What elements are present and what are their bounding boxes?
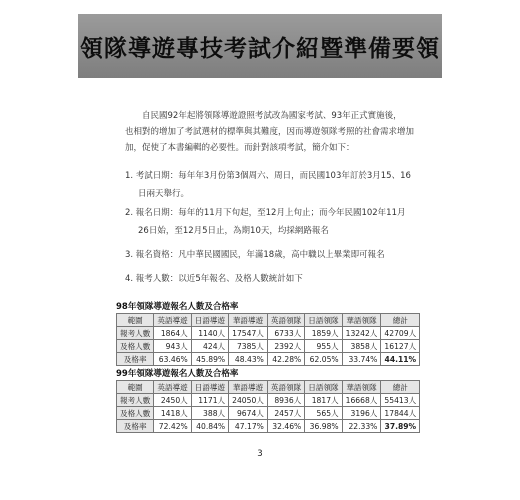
row-label: 及格率 [117, 420, 154, 433]
table-cell: 1418人 [154, 407, 191, 420]
table-cell: 55413人 [381, 394, 420, 407]
header-cell: 英語領隊 [267, 381, 304, 394]
table-cell: 48.43% [229, 353, 268, 366]
header-cell: 總計 [381, 381, 420, 394]
item-registration-date: 2. 報名日期：每年的11月下旬起，至12月上旬止；而今年民國102年11月 [125, 208, 406, 218]
header-cell: 日語導遊 [191, 314, 228, 327]
table-cell: 943人 [154, 340, 191, 353]
table-cell: 33.74% [342, 353, 381, 366]
header-cell: 華語導遊 [229, 381, 268, 394]
table-cell: 42.28% [267, 353, 304, 366]
table-cell: 1140人 [191, 327, 228, 340]
header-cell: 日語領隊 [305, 314, 342, 327]
header-cell: 英語導遊 [154, 381, 191, 394]
table-cell: 16127人 [381, 340, 420, 353]
table-title-99: 99年領隊導遊報名人數及合格率 [116, 369, 239, 379]
intro-line-1: 自民國92年起將領隊導遊證照考試改為國家考試、93年正式實施後， [142, 111, 402, 121]
header-cell: 華語領隊 [342, 381, 381, 394]
table-cell: 24050人 [229, 394, 268, 407]
table-cell: 32.46% [267, 420, 304, 433]
item-registration-date-cont: 26日始，至12月5日止，為期10天，均採網路報名 [138, 226, 329, 236]
table-cell: 1817人 [305, 394, 342, 407]
table-cell: 3858人 [342, 340, 381, 353]
page-number: 3 [257, 449, 263, 459]
table-header-row [117, 314, 420, 327]
table-cell: 17547人 [229, 327, 268, 340]
table-cell: 16668人 [342, 394, 381, 407]
table-cell: 40.84% [191, 420, 228, 433]
header-cell: 華語導遊 [229, 314, 268, 327]
header-cell: 範圍 [117, 381, 154, 394]
header-cell: 總計 [381, 314, 420, 327]
table-cell: 17844人 [381, 407, 420, 420]
intro-line-2: 也相對的增加了考試選材的標準與其難度，因而導遊領隊考照的社會需求增加 [125, 127, 415, 137]
table-cell: 45.89% [191, 353, 228, 366]
table-cell: 22.33% [342, 420, 381, 433]
table-cell: 2392人 [267, 340, 304, 353]
table-cell: 36.98% [305, 420, 342, 433]
row-label: 報考人數 [117, 327, 154, 340]
header-cell: 華語領隊 [342, 314, 381, 327]
table-cell: 7385人 [229, 340, 268, 353]
item-exam-date: 1. 考試日期：每年年3月份第3個周六、周日，而民國103年訂於3月15、16 [125, 171, 411, 181]
table-cell: 1171人 [191, 394, 228, 407]
table-title-98: 98年領隊導遊報名人數及合格率 [116, 302, 239, 312]
table-cell: 6733人 [267, 327, 304, 340]
header-cell: 英語領隊 [267, 314, 304, 327]
row-label: 及格率 [117, 353, 154, 366]
table-row [117, 420, 420, 433]
table-cell: 13242人 [342, 327, 381, 340]
header-cell: 英語導遊 [154, 314, 191, 327]
table-cell: 62.05% [305, 353, 342, 366]
intro-line-3: 加，促使了本書編輯的必要性。而針對該項考試，簡介如下： [125, 143, 355, 153]
table-cell: 9674人 [229, 407, 268, 420]
table-cell: 424人 [191, 340, 228, 353]
table-row [117, 340, 420, 353]
table-cell: 8936人 [267, 394, 304, 407]
table-cell: 72.42% [154, 420, 191, 433]
row-label: 報考人數 [117, 394, 154, 407]
page-title: 領隊導遊專技考試介紹暨準備要領 [80, 36, 440, 62]
header-cell: 日語導遊 [191, 381, 228, 394]
row-label: 及格人數 [117, 340, 154, 353]
item-applicants: 4. 報考人數：以近5年報名、及格人數統計如下 [125, 274, 303, 284]
table-cell: 63.46% [154, 353, 191, 366]
stats-table-99 [116, 380, 420, 433]
table-cell: 3196人 [342, 407, 381, 420]
total-pass-rate-cell: 44.11% [381, 353, 420, 366]
title-banner [78, 14, 442, 78]
table-cell: 1859人 [305, 327, 342, 340]
table-row [117, 407, 420, 420]
table-cell: 955人 [305, 340, 342, 353]
item-exam-date-cont: 日兩天舉行。 [138, 189, 190, 199]
table-cell: 388人 [191, 407, 228, 420]
table-row [117, 353, 420, 366]
table-row [117, 327, 420, 340]
stats-table-98 [116, 313, 420, 366]
table-row [117, 394, 420, 407]
table-cell: 2450人 [154, 394, 191, 407]
table-cell: 47.17% [229, 420, 268, 433]
table-cell: 2457人 [267, 407, 304, 420]
item-eligibility: 3. 報名資格：凡中華民國國民，年滿18歲，高中職以上畢業即可報名 [125, 250, 385, 260]
table-cell: 565人 [305, 407, 342, 420]
table-cell: 1864人 [154, 327, 191, 340]
row-label: 及格人數 [117, 407, 154, 420]
table-cell: 42709人 [381, 327, 420, 340]
table-header-row [117, 381, 420, 394]
header-cell: 日語領隊 [305, 381, 342, 394]
header-cell: 範圍 [117, 314, 154, 327]
total-pass-rate-cell: 37.89% [381, 420, 420, 433]
